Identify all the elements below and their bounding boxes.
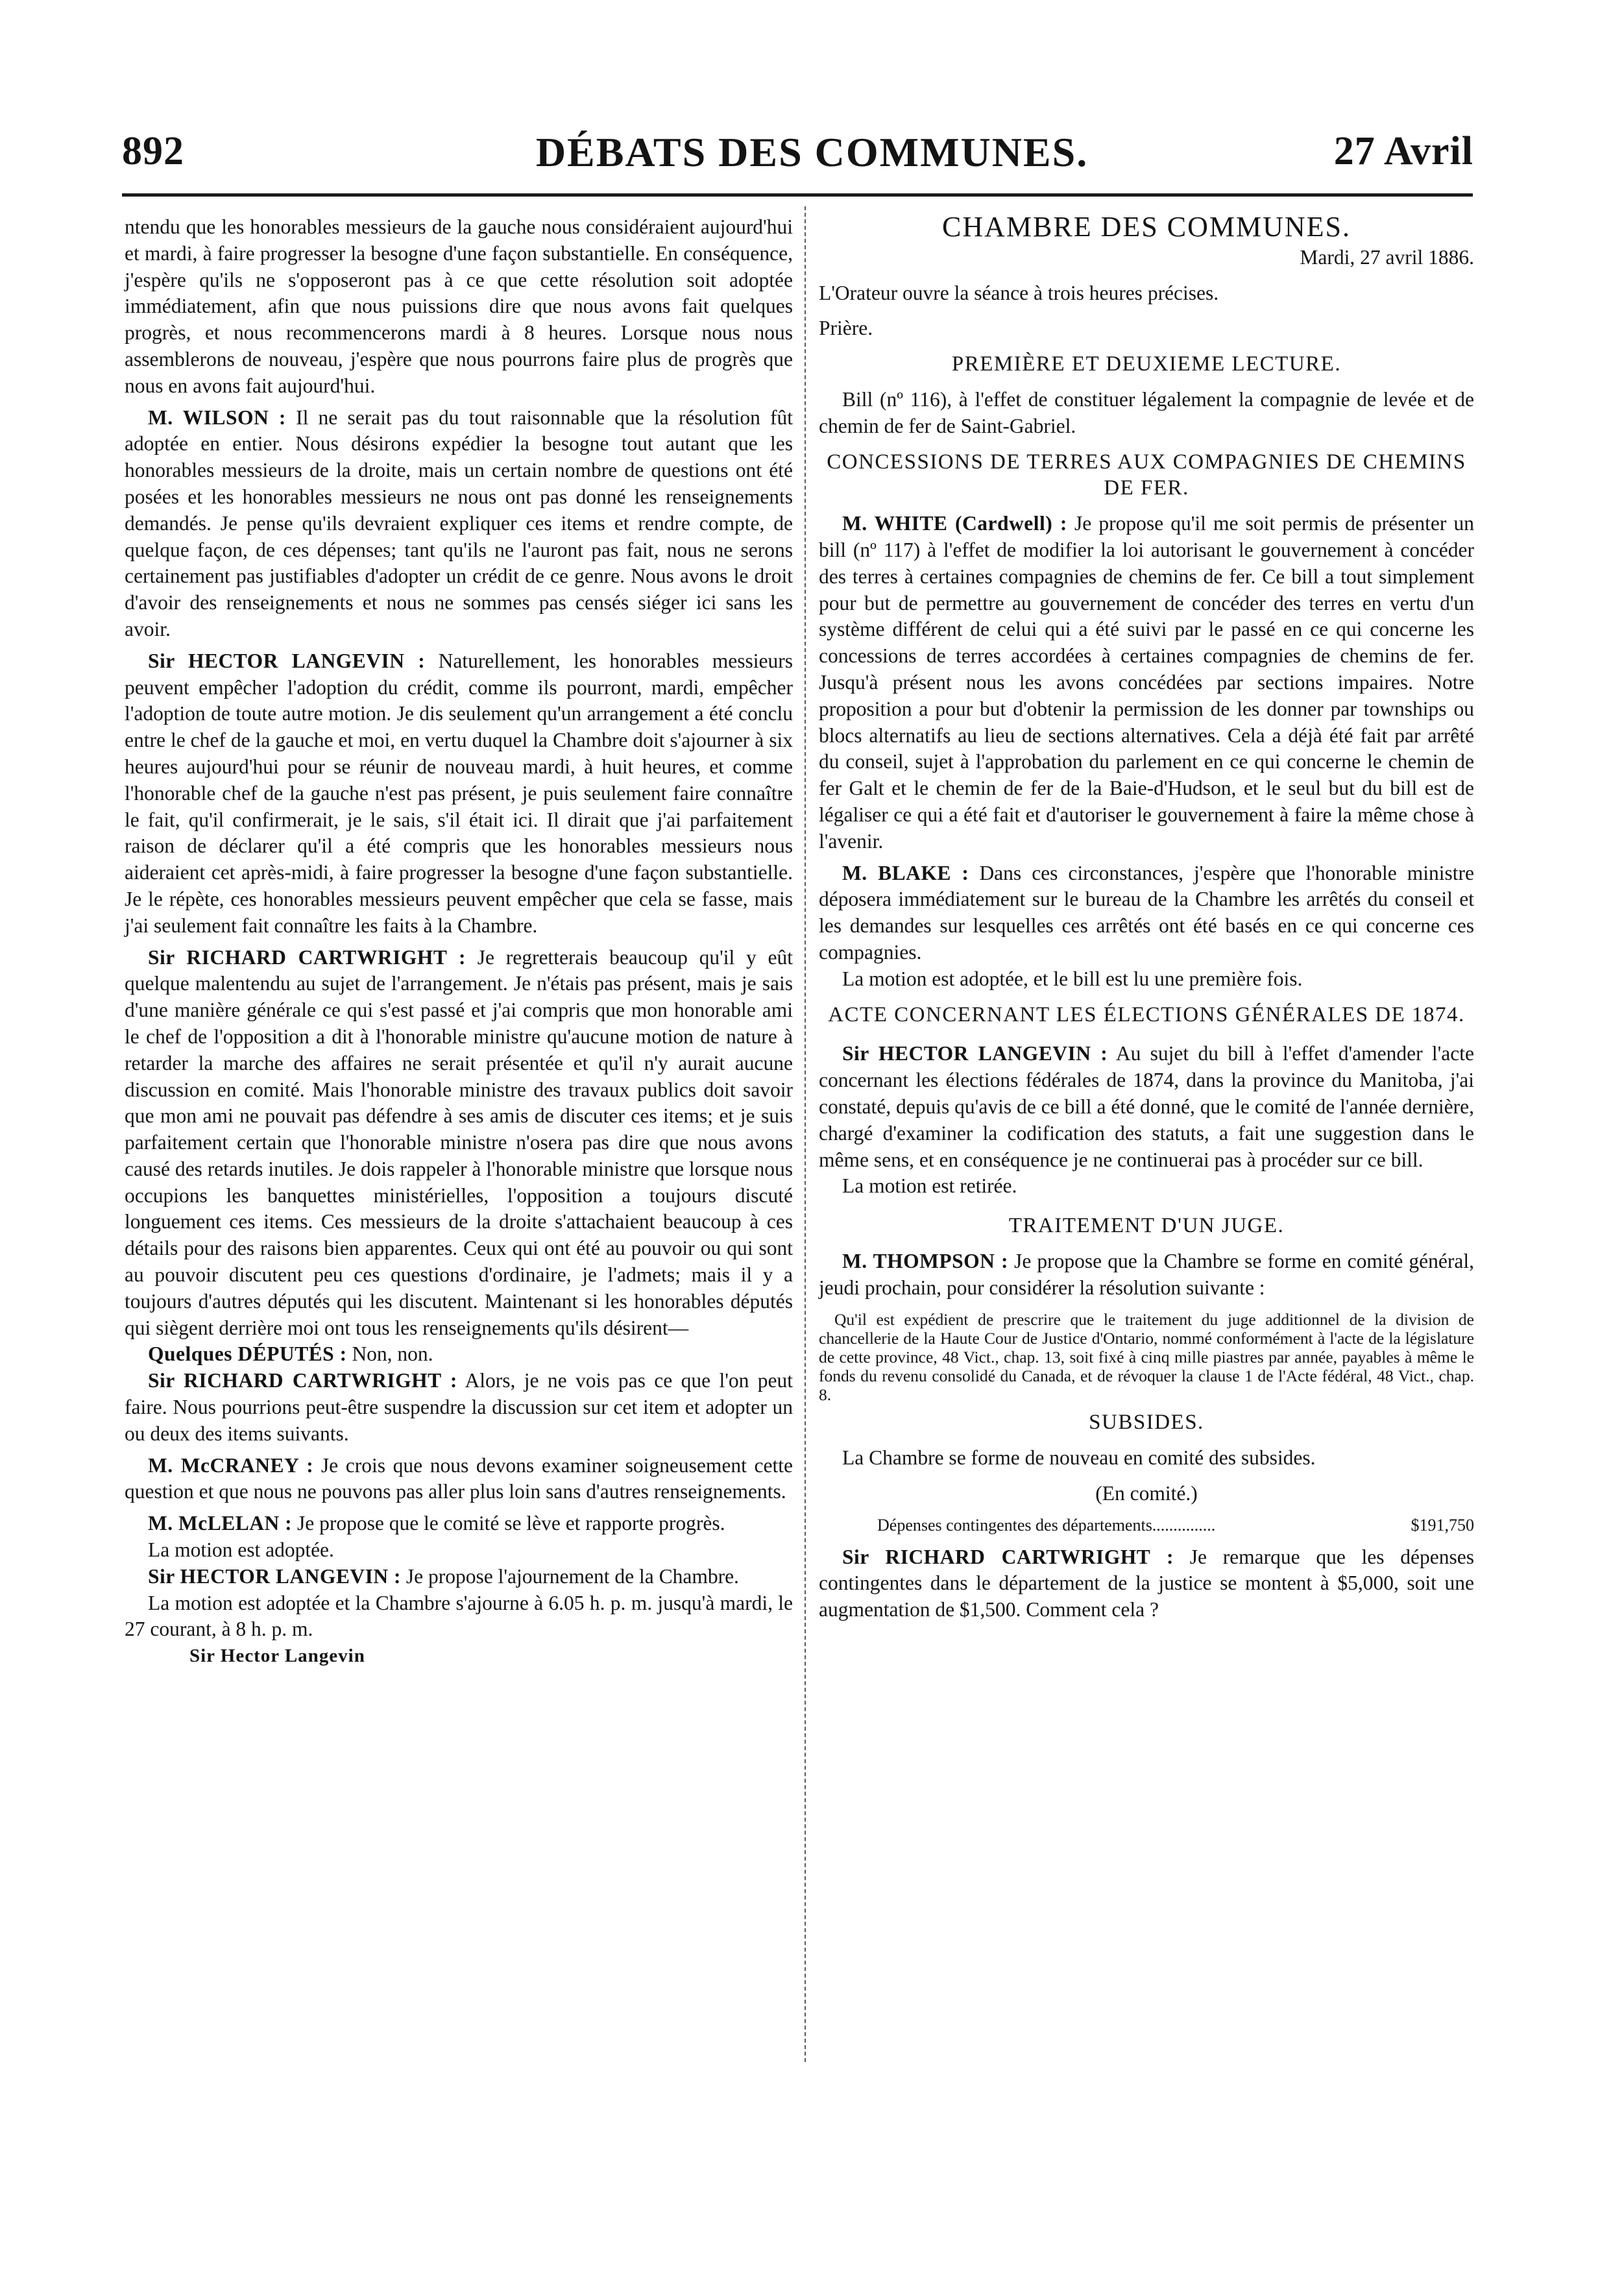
- speech-text: Je remarque que les dépenses contingentes dans le département de la justice se montent à $5,000, soit une augmentation de $1,500. Comment cela ?: [819, 1545, 1474, 1621]
- paragraph: La Chambre se forme de nouveau en comité des subsides.: [842, 1446, 1316, 1470]
- paragraph: ntendu que les honorables messieurs de la gauche nous considéraient aujourd'hui et mardi, à faire progresser la besogne d'une façon substantielle. En conséquence, j'espère qu'ils ne s'opposeront pas à ce que cette résolution soit adoptée immédiatement, afin que nous puissions dire que nous avons fait quelques progrès, et nous recommencerons mardi à 8 heures. Lorsque nous nous assemblerons de nouveau, j'espère que nous pourrons faire plus de progrès que nous en avons fait aujourd'hui.: [125, 215, 793, 397]
- section-heading: TRAITEMENT D'UN JUGE.: [1008, 1214, 1285, 1238]
- section-heading: ACTE CONCERNANT LES ÉLECTIONS GÉNÉRALES DE 1874.: [828, 1002, 1465, 1026]
- paragraph: La motion est adoptée et la Chambre s'ajourne à 6.05 h. p. m. jusqu'à mardi, le 27 courant, à 8 h. p. m.: [125, 1591, 793, 1641]
- in-committee: (En comité.): [1095, 1482, 1198, 1505]
- paragraph: [819, 1248, 1474, 1302]
- paragraph: [125, 405, 793, 643]
- paragraph: Bill (nº 116), à l'effet de constituer légalement la compagnie de levée et de chemin de fer de Saint-Gabriel.: [819, 387, 1474, 437]
- speech-text: Naturellement, les honorables messieurs peuvent empêcher l'adoption du crédit, comme ils pourront, mardi, empêcher l'adoption de toute autre motion. Je dis seulement qu'un arrangement a été conclu entre le chef de la gauche et moi, en vertu duquel la Chambre doit s'ajourner à six heures aujourd'hui pour se réunir de nouveau mardi, à huit heures, et comme l'honorable chef de la gauche n'est pas présent, je puis seulement faire connaître le fait, qu'il confirmerait, je le sais, s'il était ici. Il dirait que j'ai parfaitement raison de déclarer qu'il a été compris que les honorables messieurs nous aideraient cet après-midi, à faire progresser la besogne d'une façon substantielle. Je le répète, ces honorables messieurs peuvent empêcher que cela se fasse, mais j'ai seulement fait connaître les faits à la Chambre.: [125, 649, 793, 937]
- paragraph: [125, 945, 793, 1342]
- paragraph: [125, 1564, 793, 1590]
- page-number: 892: [122, 129, 184, 173]
- speaker-name: M. WILSON :: [148, 406, 286, 429]
- paragraph: [125, 648, 793, 940]
- right-column: [819, 211, 1474, 1623]
- speech-text: Dans ces circonstances, j'espère que l'honorable ministre déposera immédiatement sur le bureau de la Chambre les arrêtés du conseil et les demandes sur lesquelles ces arrêtés ont été basés en ce qui concerne ces compagnies.: [819, 861, 1474, 964]
- header-date: 27 Avril: [1333, 129, 1473, 173]
- speaker-name: M. McLELAN :: [148, 1512, 293, 1535]
- paragraph: La motion est adoptée.: [148, 1538, 334, 1562]
- speaker-name: M. THOMPSON :: [842, 1249, 1008, 1272]
- speaker-name: Sir RICHARD CARTWRIGHT :: [842, 1545, 1174, 1568]
- speech-text: Je propose que le comité se lève et rapporte progrès.: [292, 1512, 725, 1535]
- paragraph: [819, 860, 1474, 966]
- paragraph: [125, 1368, 793, 1447]
- paragraph: [125, 1511, 793, 1537]
- speaker-name: M. McCRANEY :: [148, 1453, 314, 1477]
- section-heading: SUBSIDES.: [1089, 1411, 1204, 1435]
- section-heading: PREMIÈRE ET DEUXIEME LECTURE.: [951, 352, 1342, 376]
- chamber-title: CHAMBRE DES COMMUNES.: [942, 211, 1351, 243]
- speech-text: Non, non.: [346, 1342, 433, 1366]
- paragraph: [125, 1453, 793, 1506]
- paragraph: [819, 1544, 1474, 1623]
- opening-line: L'Orateur ouvre la séance à trois heures précises.: [819, 281, 1219, 304]
- speaker-name: Sir RICHARD CARTWRIGHT :: [148, 945, 467, 969]
- speaker-name: Sir RICHARD CARTWRIGHT :: [148, 1369, 457, 1392]
- speaker-name: Sir HECTOR LANGEVIN :: [842, 1042, 1108, 1065]
- sitting-date: Mardi, 27 avril 1886.: [1300, 245, 1474, 269]
- speaker-name: Quelques DÉPUTÉS :: [148, 1342, 347, 1366]
- signature: Sir Hector Langevin: [189, 1645, 365, 1667]
- speech-text: Je regretterais beaucoup qu'il y eût quelque malentendu au sujet de l'arrangement. Je n'étais pas présent, mais je sais d'une manière générale ce qui s'est passé et j'ai compris que mon honorable ami le chef de l'opposition a dit à l'honorable ministre qu'aucune motion de nature à retarder la marche des affaires ne serait présentée et qu'il n'y aurait aucune discussion en comité. Mais l'honorable ministre des travaux publics doit savoir que mon ami ne pouvait pas défendre à ses amis de discuter ces items; et je suis parfaitement certain que l'honorable ministre n'osera pas dire que nous avons causé des retards inutiles. Je dois rappeler à l'honorable ministre que lorsque nous occupions les banquettes ministérielles, l'opposition a toujours discuté longuement ces items. Ces messieurs de la droite s'attachaient beaucoup à ces détails pour des raisons bien apparentes. Ceux qui ont été au pouvoir ou qui sont au pouvoir discutent peu ces questions d'ordinaire, je l'admets; mais il y a toujours d'autres députés qui les discutent. Maintenant si les honorables députés qui siègent derrière moi ont tous les renseignements qu'ils désirent—: [125, 945, 794, 1339]
- speech-text: Alors, je ne vois pas ce que l'on peut faire. Nous pourrions peut-être suspendre la discussion sur cet item et adopter un ou deux des items suivants.: [125, 1369, 793, 1445]
- paragraph: [819, 511, 1474, 855]
- speech-text: Je propose que la Chambre se forme en comité général, jeudi prochain, pour considérer la résolution suivante :: [819, 1249, 1474, 1299]
- speech-text: Au sujet du bill à l'effet d'amender l'acte concernant les élections fédérales de 1874, dans la province du Manitoba, j'ai constaté, depuis qu'avis de ce bill a été donné, que le comité de l'année dernière, chargé d'examiner la codification des statuts, a fait une suggestion dans le même sens, et en conséquence je ne continuerai pas à procéder sur ce bill.: [819, 1042, 1474, 1171]
- expense-amount: $191,750: [1411, 1515, 1474, 1535]
- column-divider: [805, 206, 806, 2062]
- left-column: [125, 214, 793, 1669]
- paragraph: [125, 1341, 793, 1368]
- speech-text: Je propose qu'il me soit permis de présenter un bill (nº 117) à l'effet de modifier la loi autorisant le gouvernement à concéder des terres à certaines compagnies de chemins de fer. Ce bill a tout simplement pour but de permettre au gouvernement de concéder des terres en vertu d'un système différent de celui qui a été suivi par le passé en ce qui concerne les concessions de terres accordées à certaines compagnies de chemins de fer. Jusqu'à présent nous les avons concédées par sections impaires. Notre proposition a pour but d'obtenir la permission de les donner par townships ou blocs alternatifs au lieu de sections alternatives. Cela a déjà été fait par arrêté du conseil, sujet à l'approbation du parlement en ce qui concerne le chemin de fer Galt et le chemin de fer de la Baie-d'Hudson, et le seul but du bill est de légaliser ce qui a été fait et d'autoriser le gouvernement à faire la même chose à l'avenir.: [819, 512, 1474, 853]
- speech-text: Il ne serait pas du tout raisonnable que la résolution fût adoptée en entier. Nous désirons expédier la besogne tout autant que les honorables messieurs de la droite, mais un certain nombre de questions ont été posées et les honorables messieurs ne nous ont pas donné les renseignements demandés. Je pense qu'ils devraient expliquer ces items et rendre compte, de quelque façon, de ces dépenses; tant qu'ils ne l'auront pas fait, nous ne serons certainement pas justifiables d'adopter un crédit de ce genre. Nous avons le droit d'avoir des renseignements et nous ne sommes pas censés siéger ici sans les avoir.: [125, 406, 793, 640]
- paragraph: [819, 1041, 1474, 1173]
- speech-text: Je crois que nous devons examiner soigneusement cette question et que nous ne pouvons pas aller plus loin sans d'autres renseignements.: [125, 1453, 793, 1503]
- speech-text: Je propose l'ajournement de la Chambre.: [401, 1564, 739, 1588]
- speaker-name: M. WHITE (Cardwell) :: [842, 512, 1067, 535]
- paragraph: La motion est adoptée, et le bill est lu une première fois.: [842, 967, 1303, 990]
- header-rule: [122, 193, 1473, 197]
- page-title: DÉBATS DES COMMUNES.: [535, 129, 1089, 175]
- paragraph: La motion est retirée.: [842, 1174, 1017, 1198]
- prayers-line: Prière.: [819, 317, 873, 340]
- expense-label: Dépenses contingentes des départements...............: [877, 1515, 1216, 1535]
- section-heading: CONCESSIONS DE TERRES AUX COMPAGNIES DE CHEMINS DE FER.: [827, 450, 1466, 500]
- resolution-text: Qu'il est expédient de prescrire que le traitement du juge additionnel de la division de chancellerie de la Haute Cour de Justice d'Ontario, nommé conformément à l'acte de la législature de cette province, 48 Vict., chap. 13, soit fixé à cinq mille piastres par année, payables à même le fonds du revenu consolidé du Canada, et de révoquer la clause 1 de l'Acte fédéral, 48 Vict., chap. 8.: [819, 1310, 1474, 1405]
- speaker-name: Sir HECTOR LANGEVIN :: [148, 649, 426, 672]
- expense-line: [819, 1512, 1474, 1539]
- speaker-name: Sir HECTOR LANGEVIN :: [148, 1564, 402, 1588]
- speaker-name: M. BLAKE :: [842, 861, 969, 884]
